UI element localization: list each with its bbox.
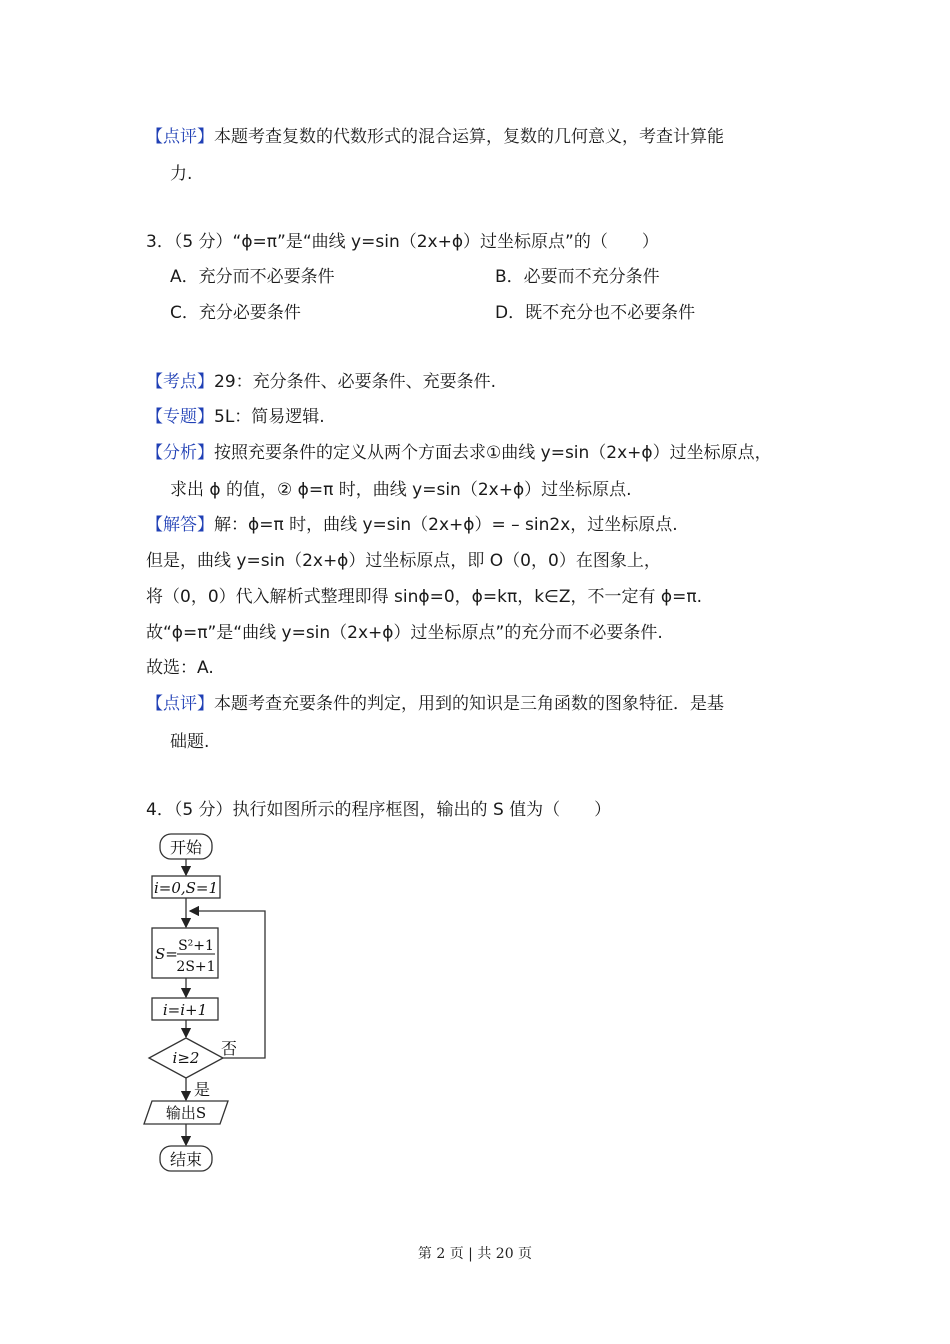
q3-fenxi-line2: 求出 ϕ 的值，② ϕ=π 时，曲线 y=sin（2x+ϕ）过坐标原点. [170,480,632,500]
q3-zhuanti: 【专题】5L：简易逻辑. [146,407,325,427]
prev-comment-line2: 力. [170,164,193,184]
start-label: 开始 [169,838,203,857]
condition-label: i≥2 [172,1049,200,1067]
assign-denominator: 2S+1 [176,959,216,975]
q3-option-b: B．必要而不充分条件 [495,267,660,287]
q3-jieda-line3: 将（0，0）代入解析式整理即得 sinϕ=0，ϕ=kπ，k∈Z，不一定有 ϕ=π. [146,587,703,607]
q3-dianping-line2: 础题. [170,732,210,752]
comment-tag: 【点评】 [146,127,214,147]
output-label: 输出S [165,1104,207,1122]
no-label: 否 [221,1039,238,1058]
q3-jieda-line5: 故选：A. [146,658,214,678]
q3-option-d: D．既不充分也不必要条件 [495,303,696,323]
q3-kaodian: 【考点】29：充分条件、必要条件、充要条件. [146,372,497,392]
yes-label: 是 [194,1080,211,1099]
q3-jieda-line1: 【解答】解：ϕ=π 时，曲线 y=sin（2x+ϕ）= – sin2x，过坐标原点. [146,515,678,535]
q3-option-a: A．充分而不必要条件 [170,267,335,287]
fenxi-tag: 【分析】 [146,443,214,463]
q3-stem: 3．（5 分）“ϕ=π”是“曲线 y=sin（2x+ϕ）过坐标原点”的（ ） [146,232,659,252]
q4-stem: 4．（5 分）执行如图所示的程序框图，输出的 S 值为（ ） [146,800,612,820]
kaodian-tag: 【考点】 [146,372,214,392]
prev-comment-line1: 【点评】本题考查复数的代数形式的混合运算，复数的几何意义，考查计算能 [146,127,724,147]
init-label: i=0,S=1 [153,879,219,897]
assign-numerator: S²+1 [178,938,214,954]
zhuanti-tag: 【专题】 [146,407,214,427]
q3-jieda-line4: 故“ϕ=π”是“曲线 y=sin（2x+ϕ）过坐标原点”的充分而不必要条件. [146,623,663,643]
q3-fenxi-line1: 【分析】按照充要条件的定义从两个方面去求①曲线 y=sin（2x+ϕ）过坐标原点， [146,443,772,463]
page-footer: 第 2 页 | 共 20 页 [417,1246,533,1262]
q3-dianping-line1: 【点评】本题考查充要条件的判定，用到的知识是三角函数的图象特征．是基 [146,694,724,714]
jieda-tag: 【解答】 [146,515,214,535]
increment-label: i=i+1 [162,1001,208,1019]
q3-jieda-line2: 但是，曲线 y=sin（2x+ϕ）过坐标原点，即 O（0，0）在图象上， [146,551,661,571]
end-label: 结束 [169,1150,203,1169]
dianping-tag: 【点评】 [146,694,214,714]
assign-lhs: S= [155,945,178,963]
q3-option-c: C．充分必要条件 [170,303,301,323]
